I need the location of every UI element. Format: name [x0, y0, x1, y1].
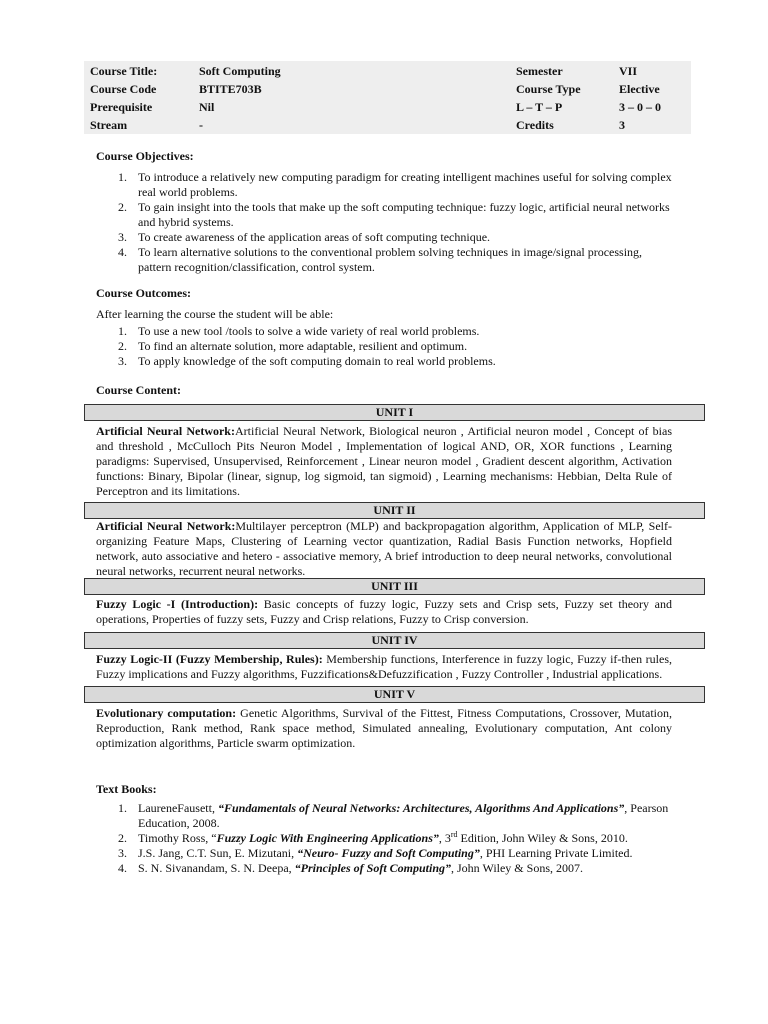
book-author: LaureneFausett, [138, 801, 218, 815]
list-item [112, 230, 672, 245]
list-item [112, 846, 672, 861]
book-publisher: Edition, John Wiley & Sons, 2010. [457, 831, 628, 845]
unit-header: UNIT II [84, 502, 705, 519]
item-number: 3. [118, 846, 127, 860]
unit-description [96, 652, 672, 682]
info-label: Credits [516, 118, 554, 132]
outcomes-intro: After learning the course the student will be able: [96, 307, 334, 321]
info-value: BTITE703B [199, 82, 262, 96]
item-number: 2. [118, 339, 127, 353]
item-text: To create awareness of the application areas of soft computing technique. [138, 230, 491, 244]
info-value: Nil [199, 100, 215, 114]
book-title: Fuzzy Logic With Engineering Applications” [216, 831, 439, 845]
item-text: To learn alternative solutions to the conventional problem solving techniques in image/signal processing, pattern recognition/classification, control system. [138, 245, 643, 274]
unit-description [96, 706, 672, 751]
list-item [112, 831, 672, 846]
item-number: 2. [118, 200, 127, 214]
outcomes-title: Course Outcomes: [96, 286, 191, 300]
item-number: 4. [118, 861, 127, 875]
book-title: “Principles of Soft Computing” [294, 861, 452, 875]
info-label: L – T – P [516, 100, 563, 114]
item-number: 4. [118, 245, 127, 259]
info-label: Course Code [90, 82, 157, 96]
book-author: Timothy Ross, “ [138, 831, 217, 845]
objectives-title: Course Objectives: [96, 149, 194, 163]
list-item [112, 324, 672, 339]
info-value: - [199, 118, 203, 132]
item-number: 1. [118, 801, 127, 815]
unit-heading: Fuzzy Logic-II (Fuzzy Membership, Rules): [96, 652, 323, 666]
textbooks-list [112, 801, 672, 876]
edition-superscript: rd [450, 830, 458, 839]
info-row [84, 116, 691, 134]
item-text: To gain insight into the tools that make up the soft computing technique: fuzzy logic, artificial neural networks and hybrid systems. [138, 200, 670, 229]
unit-heading: Evolutionary computation: [96, 706, 237, 720]
outcomes-list [112, 324, 672, 369]
book-publisher: , John Wiley & Sons, 2007. [451, 861, 583, 875]
book-publisher: , Pearson Education, 2008. [138, 801, 669, 830]
book-edition: , 3 [438, 831, 451, 845]
list-item [112, 354, 672, 369]
unit-text: Genetic Algorithms, Survival of the Fittest, Fitness Computations, Crossover, Mutation, Reproduction, Rank method, Rank space method, Simulated annealing, Evolutionary computation, Ant colony optimization algorithms, Particle swarm optimization. [96, 706, 673, 750]
content-title: Course Content: [96, 383, 181, 397]
unit-heading: Artificial Neural Network: [96, 424, 235, 438]
item-number: 1. [118, 324, 127, 338]
unit-text: Artificial Neural Network, Biological neuron , Artificial neuron model , Concept of bias and threshold , McCulloch Pits Neuron Model , Implementation of logical AND, OR, XOR functions , Learning paradigms: Supervised, Unsupervised, Reinforcement , Linear neuron model , Gradient descent algorithm, Activation functions: Binary, Bipolar (linear, signup, log sigmoid, tan sigmoid) , Learning mechanisms: Hebbian, Delta Rule of Perceptron and its limitations. [96, 424, 672, 498]
unit-header: UNIT IV [84, 632, 705, 649]
unit-text: Basic concepts of fuzzy logic, Fuzzy sets and Crisp sets, Fuzzy set theory and operations, Properties of fuzzy sets, Fuzzy and Crisp relations, Fuzzy to Crisp conversion. [96, 597, 673, 626]
unit-description [96, 597, 672, 627]
info-label: Prerequisite [90, 100, 153, 114]
info-value: 3 – 0 – 0 [619, 100, 661, 114]
item-text: To apply knowledge of the soft computing domain to real world problems. [138, 354, 496, 368]
list-item [112, 339, 672, 354]
info-label: Semester [516, 64, 563, 78]
unit-description [96, 519, 672, 579]
unit-header: UNIT I [84, 404, 705, 421]
info-row [84, 62, 691, 80]
unit-description [96, 424, 672, 499]
info-value: 3 [619, 118, 625, 132]
objectives-list [112, 170, 672, 275]
book-title: “Fundamentals of Neural Networks: Architectures, Algorithms And Applications” [217, 801, 625, 815]
list-item [112, 801, 672, 831]
list-item [112, 245, 672, 275]
unit-heading: Fuzzy Logic -I (Introduction): [96, 597, 259, 611]
list-item [112, 200, 672, 230]
course-info-table [84, 61, 691, 134]
book-author: S. N. Sivanandam, S. N. Deepa, [138, 861, 295, 875]
item-number: 2. [118, 831, 127, 845]
unit-header: UNIT III [84, 578, 705, 595]
unit-heading: Artificial Neural Network: [96, 519, 236, 533]
item-text: To use a new tool /tools to solve a wide variety of real world problems. [138, 324, 480, 338]
info-label: Stream [90, 118, 128, 132]
info-row [84, 98, 691, 116]
info-row [84, 80, 691, 98]
unit-text: Multilayer perceptron (MLP) and backpropagation algorithm, Application of MLP, Self-organizing Feature Maps, Clustering of Learning vector quantization, Radial Basis Function networks, Hopfield network, auto associative and hetero - associative memory, A brief introduction to deep neural networks, convolutional neural networks, recurrent neural networks. [96, 519, 672, 578]
info-label: Course Type [516, 82, 581, 96]
unit-header: UNIT V [84, 686, 705, 703]
item-number: 3. [118, 354, 127, 368]
textbooks-title: Text Books: [96, 782, 157, 796]
info-value: Soft Computing [199, 64, 281, 78]
book-title: “Neuro- Fuzzy and Soft Computing” [297, 846, 480, 860]
item-number: 3. [118, 230, 127, 244]
unit-text: Membership functions, Interference in fuzzy logic, Fuzzy if-then rules, Fuzzy implications and Fuzzy algorithms, Fuzzifications&Defuzzification , Fuzzy Controller , Industrial applications. [96, 652, 672, 681]
item-text: To introduce a relatively new computing paradigm for creating intelligent machines useful for solving complex real world problems. [138, 170, 672, 199]
info-value: Elective [619, 82, 660, 96]
item-number: 1. [118, 170, 127, 184]
list-item [112, 170, 672, 200]
item-text: To find an alternate solution, more adaptable, resilient and optimum. [138, 339, 468, 353]
book-author: J.S. Jang, C.T. Sun, E. Mizutani, [138, 846, 298, 860]
list-item [112, 861, 672, 876]
book-publisher: , PHI Learning Private Limited. [479, 846, 633, 860]
info-value: VII [619, 64, 638, 78]
info-label: Course Title: [90, 64, 158, 78]
